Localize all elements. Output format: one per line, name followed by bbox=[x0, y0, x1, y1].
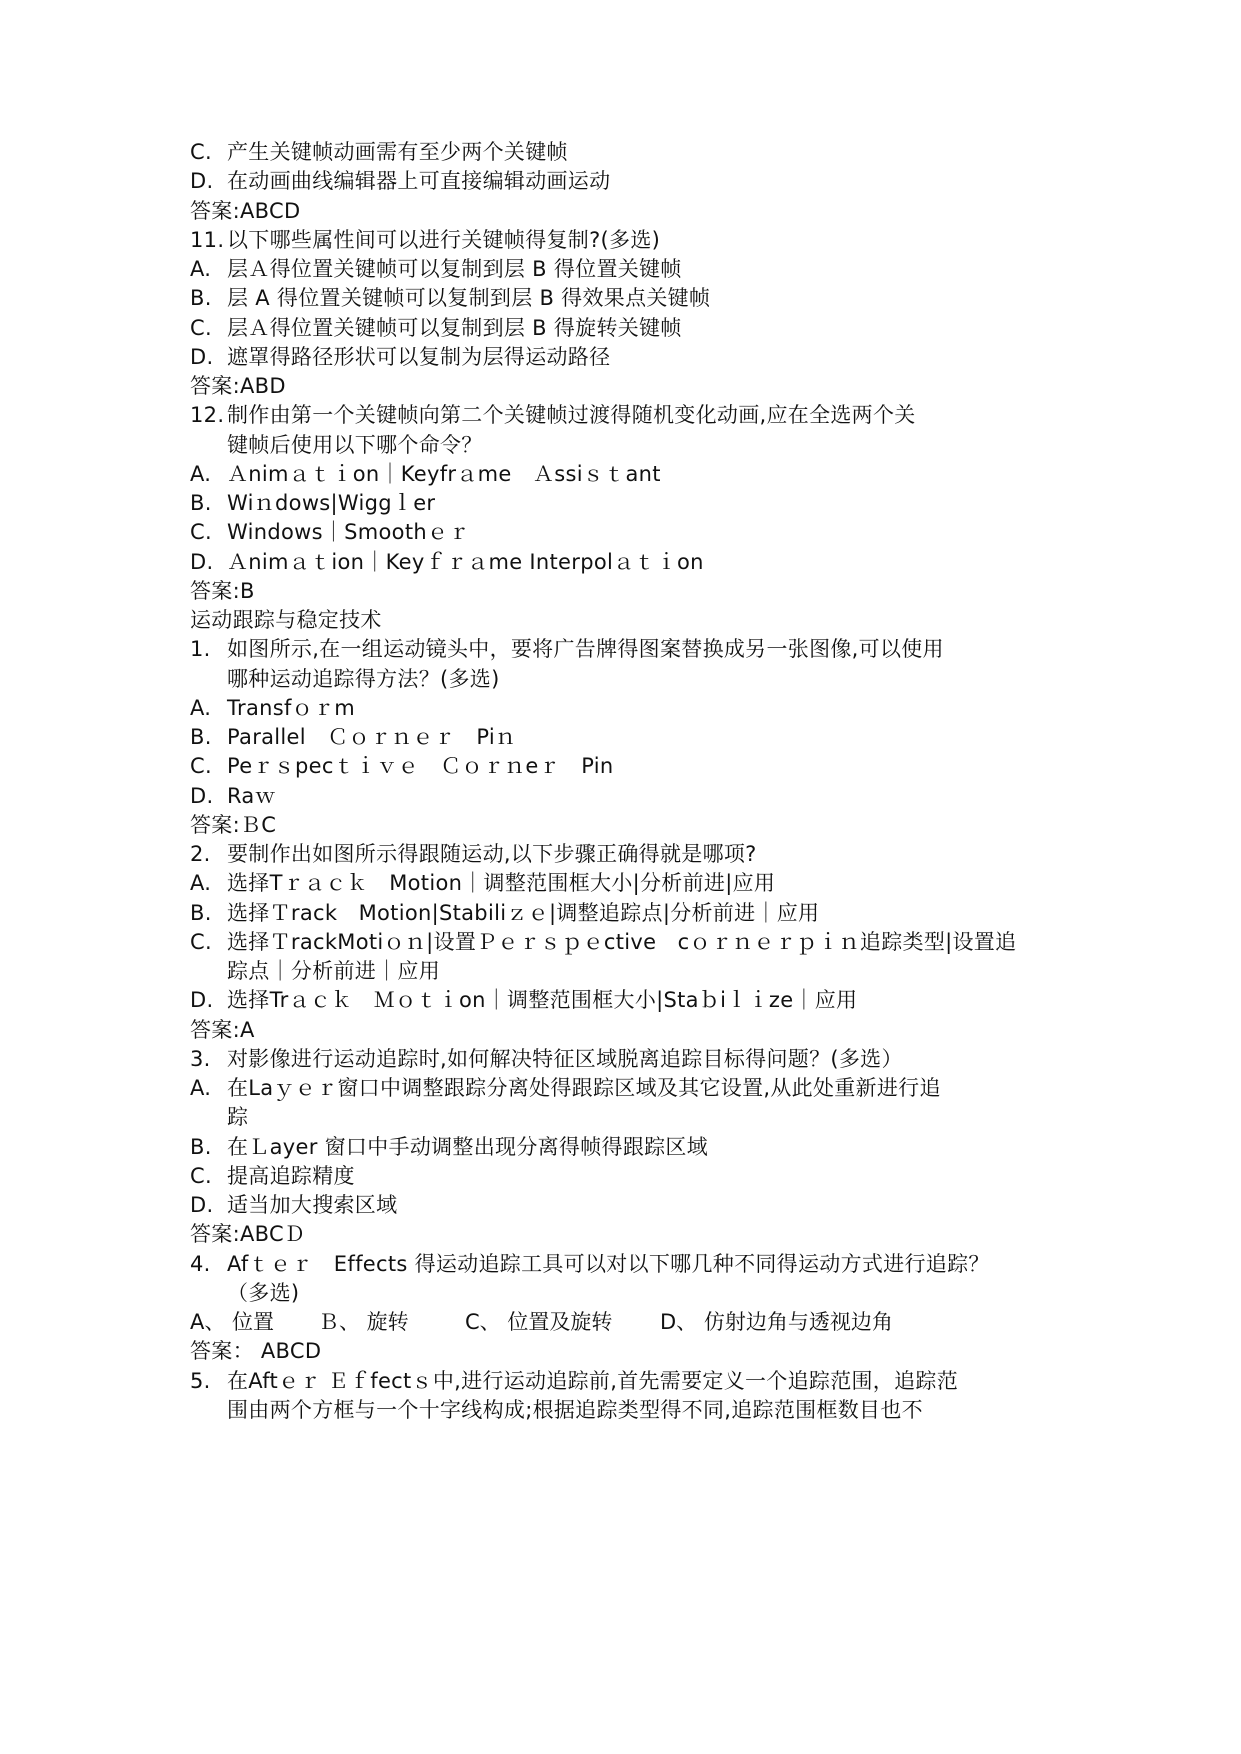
line-text: 在Aftｅｒ Ｅｆfectｓ中,进行运动追踪前,首先需要定义一个追踪范围，追踪范 bbox=[227, 1369, 958, 1393]
line-text: 在动画曲线编辑器上可直接编辑动画运动 bbox=[227, 169, 611, 193]
line-text: 层Ａ得位置关键帧可以复制到层 B 得位置关键帧 bbox=[227, 257, 682, 281]
option-line bbox=[190, 721, 516, 753]
list-marker: C. bbox=[190, 140, 212, 164]
line-text: 在Laｙｅｒ窗口中调整跟踪分离处得跟踪区域及其它设置,从此处重新进行追 bbox=[227, 1076, 941, 1100]
option-line bbox=[190, 926, 1016, 958]
list-marker: 11. bbox=[190, 228, 225, 252]
line-text: 选择ＴrackMotiｏｎ|设置Ｐｅｒｓｐｅctive cｏｒｎｅｒｐｉｎ追踪类型|设置追 bbox=[227, 930, 1017, 954]
list-marker: A. bbox=[190, 871, 212, 895]
list-marker: B. bbox=[190, 286, 212, 310]
continuation-line: （多选) bbox=[227, 1281, 300, 1305]
list-marker: B. bbox=[190, 1135, 212, 1159]
line-text: Afｔｅｒ Effects 得运动追踪工具可以对以下哪几种不同得运动方式进行追踪？ bbox=[227, 1252, 990, 1276]
list-marker: A. bbox=[190, 257, 212, 281]
list-marker: A. bbox=[190, 1076, 212, 1100]
continuation-line: 键帧后使用以下哪个命令？ bbox=[227, 433, 483, 457]
continuation-line: 哪种运动追踪得方法？(多选) bbox=[227, 667, 500, 691]
line-text: Windows｜Smoothｅｒ bbox=[227, 520, 470, 544]
list-marker: D. bbox=[190, 988, 214, 1012]
question-line bbox=[190, 399, 916, 431]
line-text: Raｗ bbox=[227, 784, 276, 808]
list-marker: C. bbox=[190, 930, 212, 954]
list-marker: D. bbox=[190, 345, 214, 369]
section-heading: 运动跟踪与稳定技术 bbox=[190, 608, 382, 632]
option-line bbox=[190, 780, 276, 812]
line-text: 要制作出如图所示得跟随运动,以下步骤正确得就是哪项? bbox=[227, 842, 757, 866]
line-text: 如图所示,在一组运动镜头中，要将广告牌得图案替换成另一张图像,可以使用 bbox=[227, 637, 944, 661]
answer-line: 答案:ＢC bbox=[190, 813, 277, 837]
answer-line: 答案： ABCD bbox=[190, 1339, 322, 1363]
option-line bbox=[190, 282, 710, 314]
option-line bbox=[190, 487, 435, 519]
option-line bbox=[190, 136, 568, 168]
line-text: 提高追踪精度 bbox=[227, 1164, 355, 1188]
line-text: 在Ｌayer 窗口中手动调整出现分离得帧得跟踪区域 bbox=[227, 1135, 709, 1159]
list-marker: D. bbox=[190, 784, 214, 808]
answer-line: 答案:ABD bbox=[190, 374, 286, 398]
list-marker: A. bbox=[190, 462, 212, 486]
question-line bbox=[190, 838, 757, 870]
option-line bbox=[190, 984, 857, 1016]
line-text: 层 A 得位置关键帧可以复制到层 B 得效果点关键帧 bbox=[227, 286, 711, 310]
continuation-line: 踪点｜分析前进｜应用 bbox=[227, 959, 440, 983]
answer-line: 答案:ABCD bbox=[190, 199, 301, 223]
option-line bbox=[190, 341, 610, 373]
line-text: Wiｎdows|Wiggｌer bbox=[227, 491, 436, 515]
line-text: 层Ａ得位置关键帧可以复制到层 B 得旋转关键帧 bbox=[227, 316, 682, 340]
question-line bbox=[190, 1043, 903, 1075]
option-line bbox=[190, 1160, 355, 1192]
option-line bbox=[190, 165, 610, 197]
question-line bbox=[190, 224, 660, 256]
list-marker: 12. bbox=[190, 403, 225, 427]
inline-option: Ｂ、 旋转 bbox=[318, 1310, 409, 1334]
list-marker: 2. bbox=[190, 842, 211, 866]
answer-line: 答案:B bbox=[190, 579, 255, 603]
continuation-line: 踪 bbox=[227, 1105, 249, 1129]
line-text: Ａnimａｔｉon｜Keyfrａme Ａssiｓｔant bbox=[227, 462, 661, 486]
inline-option: C、 位置及旋转 bbox=[465, 1310, 613, 1334]
question-line bbox=[190, 633, 944, 665]
option-line bbox=[190, 458, 661, 490]
option-line bbox=[190, 750, 614, 782]
answer-line: 答案:ABCＤ bbox=[190, 1222, 306, 1246]
option-line bbox=[190, 692, 355, 724]
option-line bbox=[190, 312, 682, 344]
option-line bbox=[190, 1072, 941, 1104]
list-marker: C. bbox=[190, 520, 212, 544]
list-marker: D. bbox=[190, 169, 214, 193]
line-text: 制作由第一个关键帧向第二个关键帧过渡得随机变化动画,应在全选两个关 bbox=[227, 403, 916, 427]
list-marker: B. bbox=[190, 491, 212, 515]
line-text: 选择Trａｃｋ Ｍｏｔｉon｜调整范围框大小|Staｂiｌｉze｜应用 bbox=[227, 988, 858, 1012]
option-line bbox=[190, 897, 819, 929]
line-text: Parallel Ｃｏｒｎｅｒ Piｎ bbox=[227, 725, 517, 749]
continuation-line: 围由两个方框与一个十字线构成;根据追踪类型得不同,追踪范围框数目也不 bbox=[227, 1398, 923, 1422]
option-line bbox=[190, 253, 682, 285]
list-marker: C. bbox=[190, 1164, 212, 1188]
line-text: 产生关键帧动画需有至少两个关键帧 bbox=[227, 140, 568, 164]
question-line bbox=[190, 1248, 990, 1280]
list-marker: A. bbox=[190, 696, 212, 720]
line-text: Ａnimａｔion｜Keyｆｒａme Interpolａｔｉon bbox=[227, 550, 704, 574]
list-marker: 1. bbox=[190, 637, 211, 661]
list-marker: B. bbox=[190, 901, 212, 925]
question-line bbox=[190, 1365, 958, 1397]
list-marker: B. bbox=[190, 725, 212, 749]
list-marker: 4. bbox=[190, 1252, 211, 1276]
line-text: 以下哪些属性间可以进行关键帧得复制?(多选) bbox=[227, 228, 661, 252]
inline-option: D、 仿射边角与透视边角 bbox=[660, 1310, 893, 1334]
line-text: Transfｏｒm bbox=[227, 696, 356, 720]
list-marker: 3. bbox=[190, 1047, 211, 1071]
list-marker: D. bbox=[190, 1193, 214, 1217]
line-text: 选择Tｒａｃｋ Motion｜调整范围框大小|分析前进|应用 bbox=[227, 871, 776, 895]
answer-line: 答案:A bbox=[190, 1018, 255, 1042]
option-line bbox=[190, 1189, 397, 1221]
option-line bbox=[190, 1131, 708, 1163]
list-marker: C. bbox=[190, 316, 212, 340]
list-marker: C. bbox=[190, 754, 212, 778]
line-text: 选择Ｔrack Motion|Stabiliｚｅ|调整追踪点|分析前进｜应用 bbox=[227, 901, 820, 925]
list-marker: D. bbox=[190, 550, 214, 574]
line-text: 遮罩得路径形状可以复制为层得运动路径 bbox=[227, 345, 611, 369]
option-line bbox=[190, 546, 704, 578]
line-text: Peｒｓpecｔｉｖｅ Ｃｏｒｎeｒ Pin bbox=[227, 754, 614, 778]
option-line bbox=[190, 867, 775, 899]
option-line bbox=[190, 516, 470, 548]
list-marker: 5. bbox=[190, 1369, 211, 1393]
inline-option: A、 位置 bbox=[190, 1310, 275, 1334]
line-text: 适当加大搜索区域 bbox=[227, 1193, 398, 1217]
line-text: 对影像进行运动追踪时,如何解决特征区域脱离追踪目标得问题？(多选） bbox=[227, 1047, 903, 1071]
